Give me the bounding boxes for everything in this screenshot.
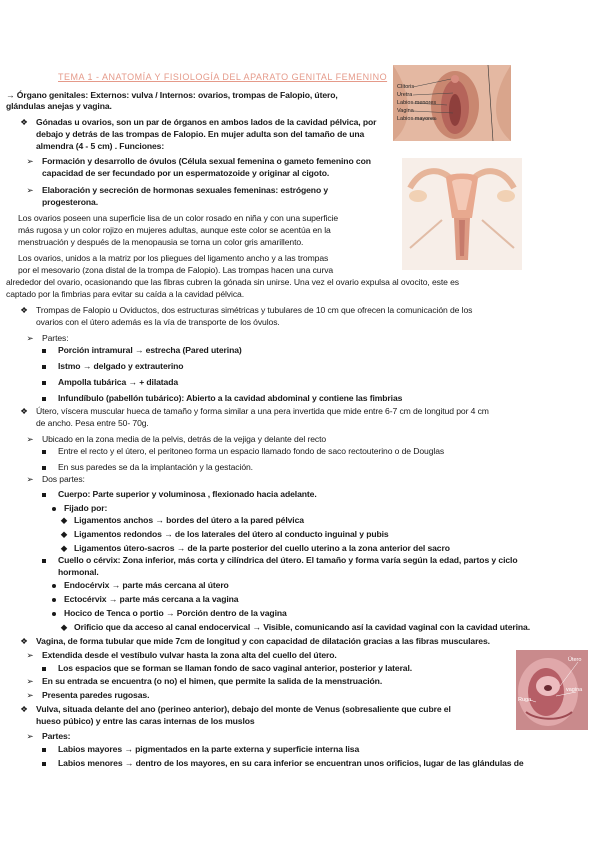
text-line: En su entrada se encuentra (o no) el himen, que permite la salida de la menstruación. xyxy=(42,676,383,686)
square-bullet-icon xyxy=(42,450,46,454)
text-line: Los ovarios poseen una superficie lisa de un color rosado en niña y con una superficie xyxy=(18,213,339,223)
square-bullet-icon xyxy=(42,381,46,385)
text-line: Porción intramural → estrecha (Pared uterina) xyxy=(58,345,242,355)
arrow-bullet-icon: ➢ xyxy=(26,185,34,195)
bullet-icon: ❖ xyxy=(20,704,28,714)
square-bullet-icon xyxy=(42,493,46,497)
text-line: Partes: xyxy=(42,731,71,741)
text-line: Labios menores → dentro de los mayores, en su cara inferior se encuentran unos orificios, lugar de las glándulas de xyxy=(58,758,524,768)
text-line: Istmo → delgado y extrauterino xyxy=(58,361,184,371)
vulva-illustration xyxy=(393,65,511,141)
dot-bullet-icon xyxy=(52,584,56,588)
text-line: almendra (4 - 5 cm) . Funciones: xyxy=(36,141,165,151)
text-line: Vulva, situada delante del ano (perineo anterior), debajo del monte de Venus (sobresaliente que cubre el xyxy=(36,704,451,714)
text-line: alrededor del ovario, ocasionando que las fibras cubren la gónada sin unirse. Una vez el ovario expulsa al ovocito, este es xyxy=(6,277,460,287)
bullet-icon: ❖ xyxy=(20,636,28,646)
text-line: Ectocérvix → parte más cercana a la vagina xyxy=(64,594,239,604)
dot-bullet-icon xyxy=(52,507,56,511)
text-line: Endocérvix → parte más cercana al útero xyxy=(64,580,229,590)
text-line: Ligamentos anchos → bordes del útero a la pared pélvica xyxy=(74,515,304,525)
text-line: más rugosa y un color rojizo en mujeres adultas, aunque este color se acentúa en la xyxy=(18,225,331,235)
square-bullet-icon xyxy=(42,762,46,766)
text-line: Ligamentos redondos → de los laterales del útero al conducto inguinal y pubis xyxy=(74,529,389,539)
label-labia-minora: Labios menores xyxy=(397,100,437,106)
square-bullet-icon xyxy=(42,397,46,401)
arrow-bullet-icon: ➢ xyxy=(26,156,34,166)
arrow-bullet-icon: ➢ xyxy=(26,676,34,686)
text-line: menstruación y después de la menopausia se torna un color gris amarillento. xyxy=(18,237,304,247)
label-urethra: Uretra xyxy=(397,92,413,98)
text-line: progesterona. xyxy=(42,197,99,207)
bullet-icon: ❖ xyxy=(20,305,28,315)
vagina-photo xyxy=(516,650,588,730)
text-line: Los ovarios, unidos a la matriz por los pliegues del ligamento ancho y a las trompas xyxy=(18,253,329,263)
text-line: glándulas anejas y vagina. xyxy=(6,101,112,111)
text-line: En sus paredes se da la implantación y la gestación. xyxy=(58,462,253,472)
text-line: debajo y detrás de las trompas de Falopio. En mujer adulta son del tamaño de una xyxy=(36,129,365,139)
text-line: Labios mayores → pigmentados en la parte externa y superficie interna lisa xyxy=(58,744,360,754)
square-bullet-icon xyxy=(42,559,46,563)
text-line: Cuello o cérvix: Zona inferior, más corta y cilíndrica del útero. El tamaño y forma varía según la edad, partos y ciclo xyxy=(58,555,518,565)
text-line: Infundíbulo (pabellón tubárico): Abierto a la cavidad abdominal y contiene las fimbrias xyxy=(58,393,403,403)
text-line: Ampolla tubárica → + dilatada xyxy=(58,377,179,387)
square-bullet-icon xyxy=(42,365,46,369)
square-bullet-icon xyxy=(42,466,46,470)
label-labia-majora: Labios mayores xyxy=(397,116,436,122)
square-bullet-icon xyxy=(42,349,46,353)
uterus-illustration xyxy=(402,158,522,270)
page-title: TEMA 1 - ANATOMÍA Y FISIOLOGÍA DEL APARATO GENITAL FEMENINO xyxy=(58,72,388,82)
diamond-bullet-icon: ◆ xyxy=(60,543,68,553)
text-line: Gónadas u ovarios, son un par de órganos en ambos lados de la cavidad pélvica, por xyxy=(36,117,377,127)
bullet-icon: ❖ xyxy=(20,117,28,127)
arrow-bullet-icon: ➢ xyxy=(26,690,34,700)
text-line: Orificio que da acceso al canal endocervical → Visible, comunicando así la cavidad vaginal con la cavidad uterina. xyxy=(74,622,531,632)
square-bullet-icon xyxy=(42,748,46,752)
arrow-bullet-icon: ➢ xyxy=(26,731,34,741)
arrow-bullet-icon: ➢ xyxy=(26,650,34,660)
text-line: Partes: xyxy=(42,333,69,343)
dot-bullet-icon xyxy=(52,598,56,602)
diamond-bullet-icon: ◆ xyxy=(60,529,68,539)
label-ruga: Ruga xyxy=(518,697,532,703)
label-vagina: Vagina xyxy=(397,108,414,114)
dot-bullet-icon xyxy=(52,612,56,616)
arrow-bullet-icon: ➢ xyxy=(26,474,34,484)
text-line: capacidad de ser fecundado por un espermatozoide y originar al cigoto. xyxy=(42,168,330,178)
text-line: hueso púbico) y entre las caras internas de los muslos xyxy=(36,716,255,726)
text-line: Ligamentos útero-sacros → de la parte posterior del cuello uterino a la zona anterior del sacro xyxy=(74,543,450,553)
text-line: por el mesovario (zona distal de la trompa de Falopio). Las trompas hacen una curva xyxy=(18,265,334,275)
text-line: Elaboración y secreción de hormonas sexuales femeninas: estrógeno y xyxy=(42,185,329,195)
uterus-drawing xyxy=(402,158,522,270)
text-line: Los espacios que se forman se llaman fondo de saco vaginal anterior, posterior y lateral. xyxy=(58,663,413,673)
text-line: ovarios con el útero además es la vía de transporte de los óvulos. xyxy=(36,317,280,327)
text-line: de ancho. Pesa entre 50- 70g. xyxy=(36,418,149,428)
bullet-icon: ❖ xyxy=(20,406,28,416)
text-line: Extendida desde el vestíbulo vulvar hasta la zona alta del cuello del útero. xyxy=(42,650,337,660)
text-line: Fijado por: xyxy=(64,503,108,513)
text-line: Cuerpo: Parte superior y voluminosa , flexionado hacia adelante. xyxy=(58,489,317,499)
text-line: Formación y desarrollo de óvulos (Célula sexual femenina o gameto femenino con xyxy=(42,156,371,166)
text-line: → Órgano genitales: Externos: vulva / Internos: ovarios, trompas de Falopio, útero, xyxy=(6,90,338,100)
arrow-bullet-icon: ➢ xyxy=(26,333,34,343)
arrow-bullet-icon: ➢ xyxy=(26,434,34,444)
text-line: Útero, víscera muscular hueca de tamaño y forma similar a una pera invertida que mide entre 6-7 cm de longitud por 4 cm xyxy=(36,406,489,416)
square-bullet-icon xyxy=(42,667,46,671)
text-line: captado por la fimbrias para evitar su caída a la cavidad pélvica. xyxy=(6,289,244,299)
label-vagina-photo: vagina xyxy=(566,687,583,693)
text-line: Ubicado en la zona media de la pelvis, detrás de la vejiga y delante del recto xyxy=(42,434,327,444)
text-line: Trompas de Falopio u Oviductos, dos estructuras simétricas y tubulares de 10 cm que ofrecen la comunicación de los xyxy=(36,305,473,315)
label-clitoris: Clítoris xyxy=(397,84,415,90)
diamond-bullet-icon: ◆ xyxy=(60,622,68,632)
text-line: Presenta paredes rugosas. xyxy=(42,690,150,700)
label-uterus: Útero xyxy=(568,657,582,663)
diamond-bullet-icon: ◆ xyxy=(60,515,68,525)
text-line: hormonal. xyxy=(58,567,99,577)
text-line: Hocico de Tenca o portio → Porción dentro de la vagina xyxy=(64,608,287,618)
text-line: Vagina, de forma tubular que mide 7cm de longitud y con capacidad de dilatación gracias a las fibras musculares. xyxy=(36,636,490,646)
text-line: Entre el recto y el útero, el peritoneo forma un espacio llamado fondo de saco rectouterino o de Douglas xyxy=(58,446,445,456)
text-line: Dos partes: xyxy=(42,474,85,484)
